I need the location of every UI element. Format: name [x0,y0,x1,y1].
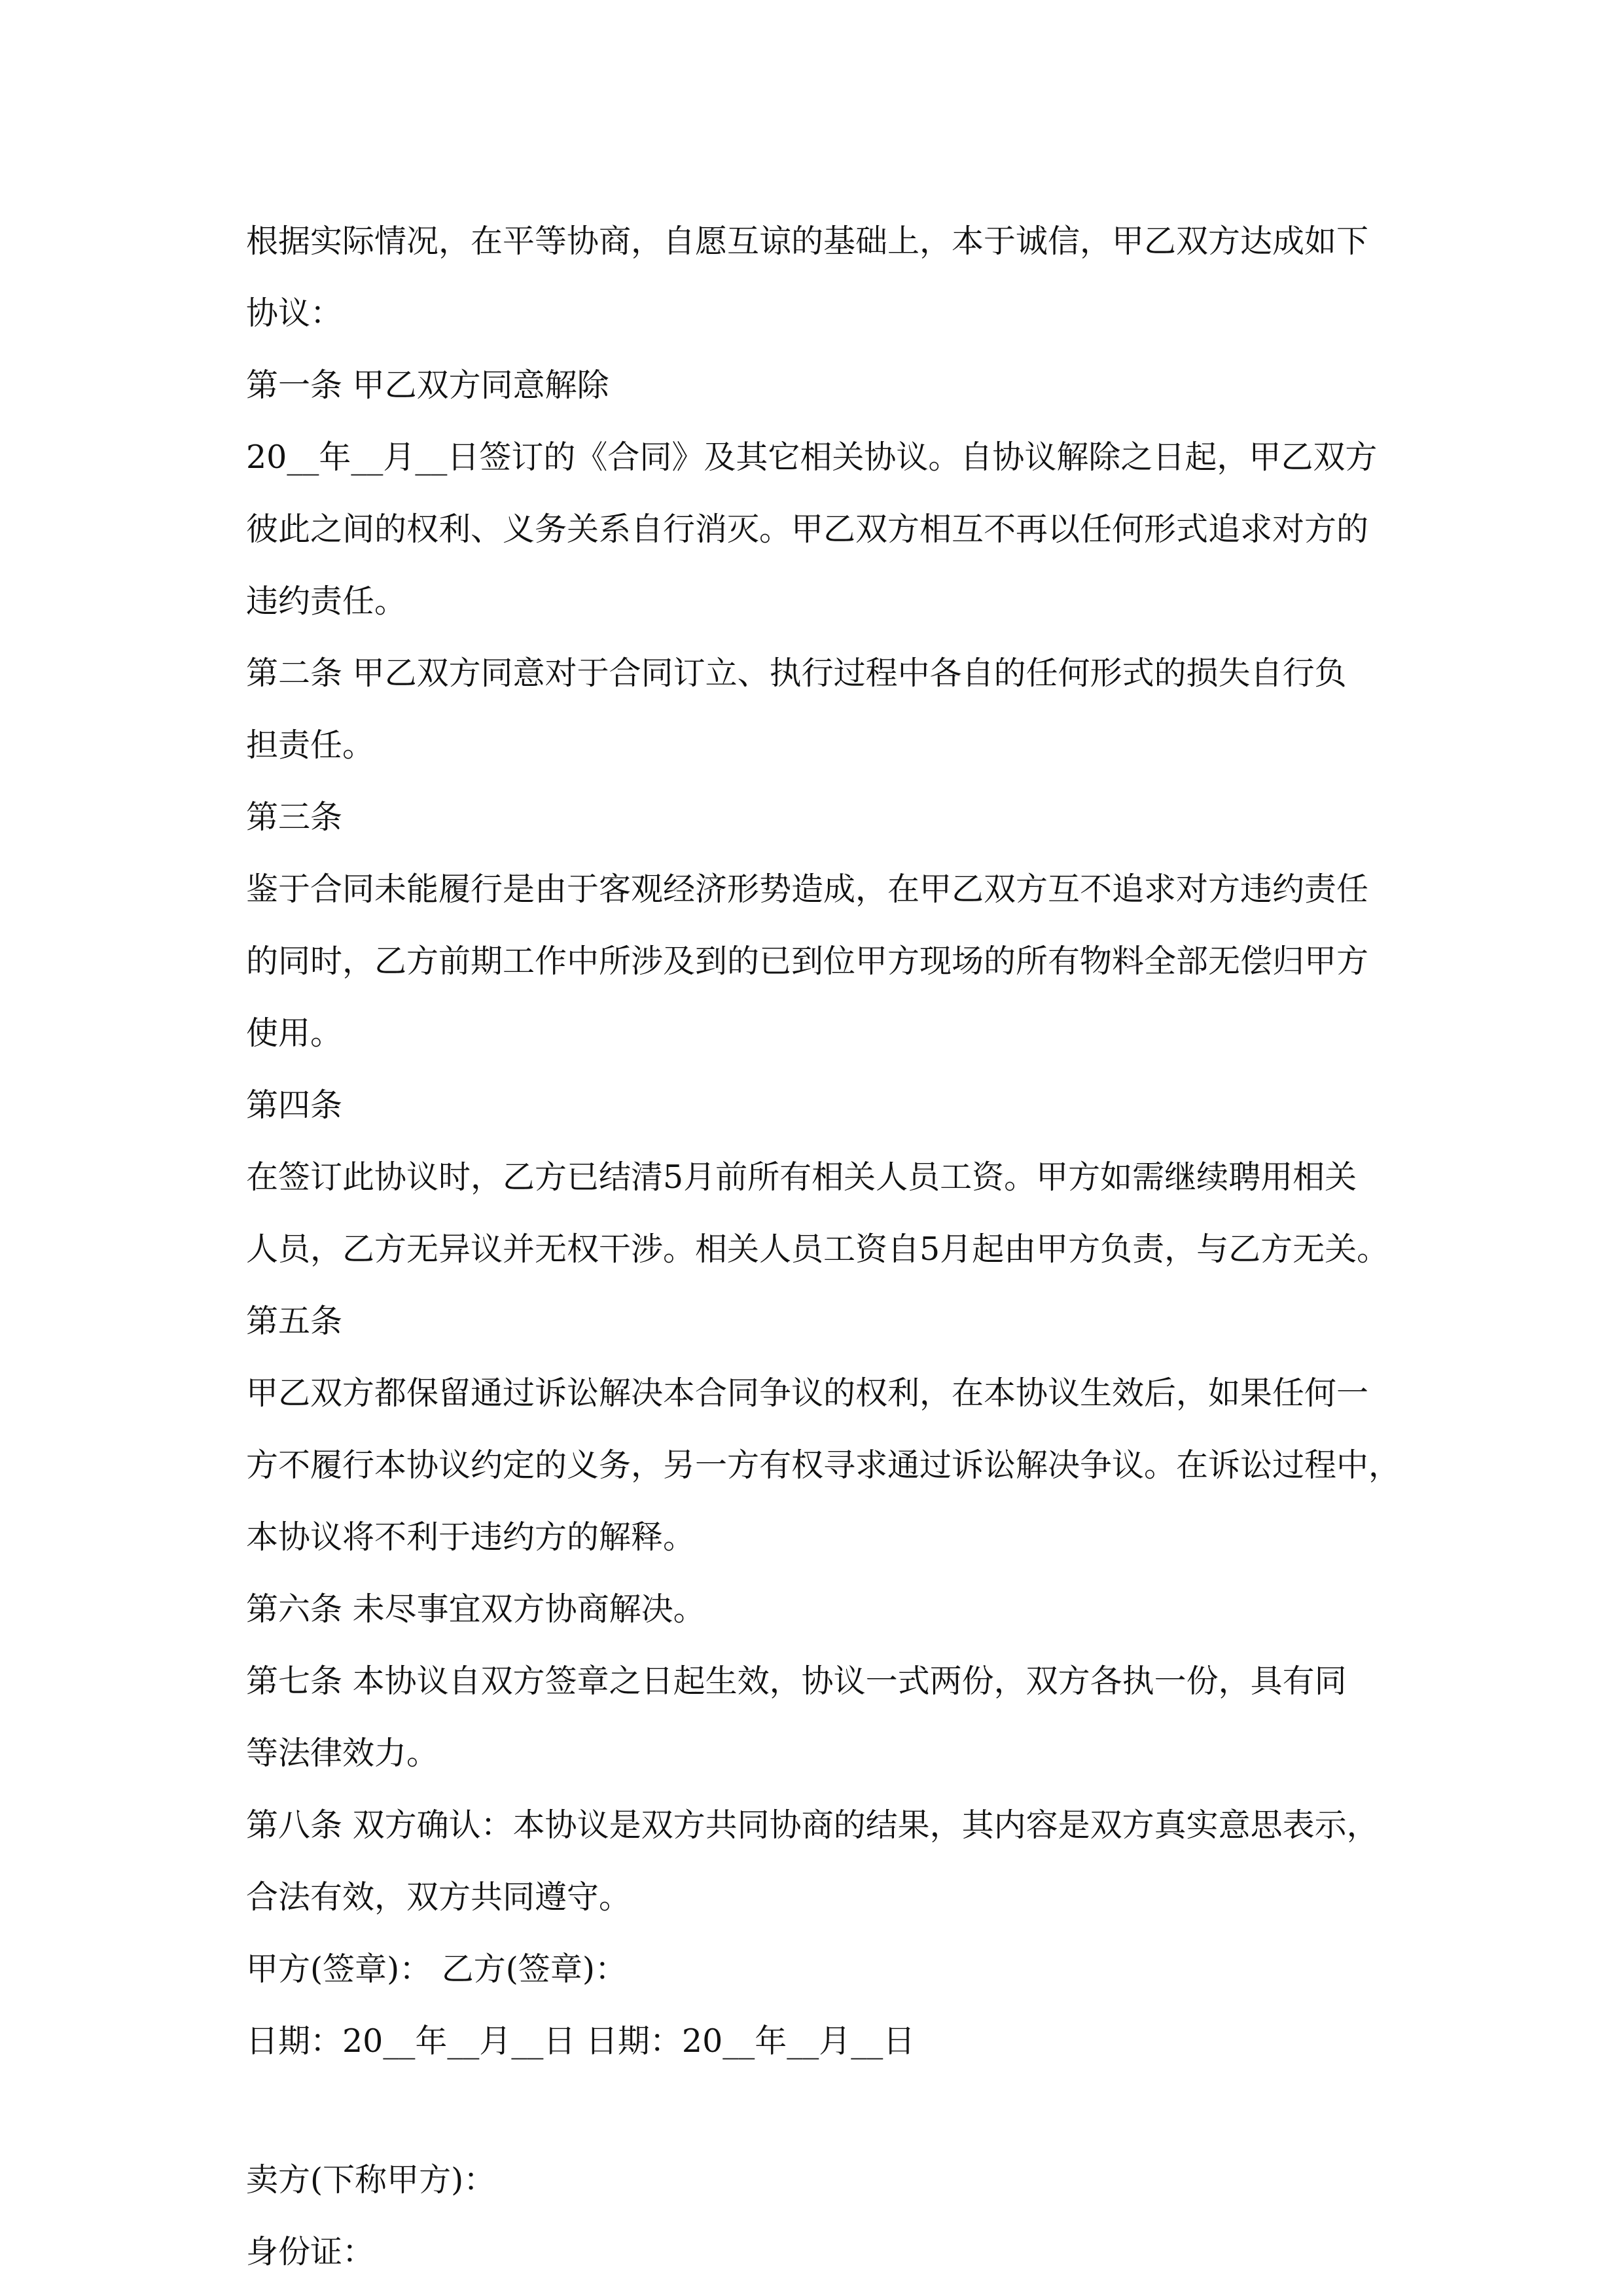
text-line: 协议： [246,295,343,332]
article-4-heading: 第四条 [246,1086,343,1124]
document-body [246,206,1418,2288]
text-line: 违约责任。 [246,583,407,620]
date-line: 日期：20__年__月__日 日期：20__年__月__日 [246,2022,916,2060]
text-line: 本协议将不利于违约方的解释。 [246,1518,696,1556]
text-line: 的同时，乙方前期工作中所涉及到的已到位甲方现场的所有物料全部无偿归甲方 [246,942,1369,980]
article-6-text: 第六条 未尽事宜双方协商解决。 [246,1590,705,1628]
text-line: 使用。 [246,1014,343,1052]
text-line: 20__年__月__日签订的《合同》及其它相关协议。自协议解除之日起，甲乙双方 [246,439,1378,476]
text-line: 担责任。 [246,726,375,764]
text-line: 在签订此协议时，乙方已结清5月前所有相关人员工资。甲方如需继续聘用相关 [246,1158,1357,1196]
text-line: 人员，乙方无异议并无权干涉。相关人员工资自5月起由甲方负责，与乙方无关。 [246,1230,1389,1268]
text-line: 等法律效力。 [246,1734,439,1772]
article-7-text: 第七条 本协议自双方签章之日起生效，协议一式两份，双方各执一份，具有同 [246,1662,1347,1700]
article-2-text: 第二条 甲乙双方同意对于合同订立、执行过程中各自的任何形式的损失自行负 [246,655,1347,692]
text-line: 方不履行本协议约定的义务，另一方有权寻求通过诉讼解决争议。在诉讼过程中， [246,1446,1401,1484]
text-line: 根据实际情况，在平等协商，自愿互谅的基础上，本于诚信，甲乙双方达成如下 [246,223,1369,260]
article-8-text: 第八条 双方确认：本协议是双方共同协商的结果，其内容是双方真实意思表示， [246,1806,1379,1844]
signature-line: 甲方(签章)： 乙方(签章)： [246,1950,628,1988]
article-1-heading: 第一条 甲乙双方同意解除 [246,367,609,404]
id-card-line: 身份证： [246,2233,375,2270]
text-line: 甲乙双方都保留通过诉讼解决本合同争议的权利，在本协议生效后，如果任何一 [246,1374,1369,1412]
text-line: 彼此之间的权利、义务关系自行消灭。甲乙双方相互不再以任何形式追求对方的 [246,511,1369,548]
section-gap [246,2077,1418,2144]
seller-line: 卖方(下称甲方)： [246,2161,496,2198]
text-line: 鉴于合同未能履行是由于客观经济形势造成，在甲乙双方互不追求对方违约责任 [246,870,1369,908]
article-3-heading: 第三条 [246,798,343,836]
text-line: 合法有效，双方共同遵守。 [246,1878,632,1916]
article-5-heading: 第五条 [246,1302,343,1340]
